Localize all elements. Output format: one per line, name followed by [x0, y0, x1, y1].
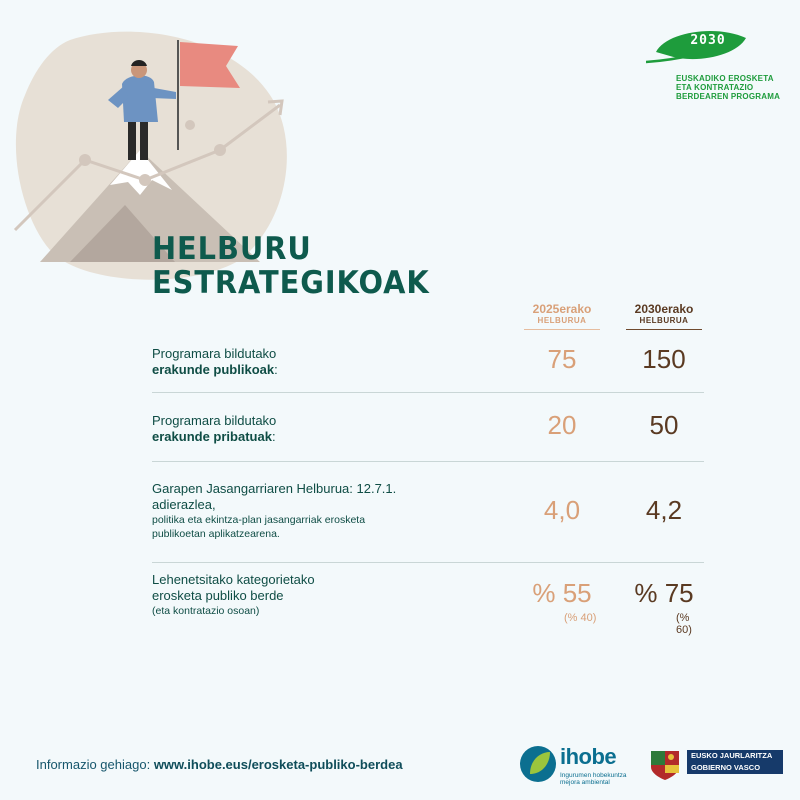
- value-2025: 75: [547, 344, 577, 374]
- table-row: [152, 481, 704, 551]
- basque-government-logo: [647, 747, 783, 781]
- logo-caption-line: BERDEAREN PROGRAMA: [676, 92, 781, 101]
- row-label-line: Lehenetsitako kategorietako: [152, 572, 315, 587]
- column-label: HELBURUA: [537, 316, 587, 325]
- ihobe-tagline: [560, 772, 640, 786]
- subvalue-2025: (% 40): [564, 612, 597, 624]
- climber-body: [122, 75, 158, 122]
- row-label-note: politika eta ekintza-plan jasangarriak erosketa: [152, 514, 366, 526]
- row-divider: [152, 461, 704, 462]
- footer-link[interactable]: www.ihobe.eus/erosketa-publiko-berdea: [153, 757, 403, 772]
- column-rule: [626, 329, 702, 330]
- row-label: [152, 346, 278, 378]
- column-year: 2030erako: [634, 302, 694, 316]
- trend-point: [79, 154, 91, 166]
- row-label-note: (eta kontratazio osoan): [152, 605, 260, 617]
- government-name-line: EUSKO JAURLARITZA: [691, 751, 773, 760]
- row-label-line: Programara bildutako: [152, 413, 277, 428]
- trend-point: [185, 120, 195, 130]
- footer-info: [36, 757, 403, 772]
- value-2025: 4,0: [543, 495, 581, 525]
- value-2030: 150: [642, 344, 686, 374]
- government-name-line: GOBIERNO VASCO: [691, 763, 761, 772]
- program-2030-logo: [646, 22, 781, 101]
- value-2025: 20: [547, 410, 577, 440]
- trend-point: [139, 174, 151, 186]
- row-label-line: adierazlea,: [152, 497, 216, 512]
- column-rule: [524, 329, 600, 330]
- value-2030: % 75: [634, 578, 694, 608]
- row-label: [152, 413, 276, 445]
- column-label: HELBURUA: [639, 316, 689, 325]
- row-divider: [152, 392, 704, 393]
- row-label-line: Garapen Jasangarriaren Helburua: 12.7.1.: [152, 481, 397, 496]
- ihobe-leaf-icon: [518, 744, 558, 784]
- trend-point: [214, 144, 226, 156]
- value-2030: 50: [649, 410, 679, 440]
- logo-year: 2030: [690, 33, 726, 48]
- title-line: ESTRATEGIKOAK: [152, 265, 430, 301]
- row-label-line: erosketa publiko berde: [152, 588, 284, 603]
- column-header-2030: [614, 302, 714, 330]
- climber-leg: [140, 118, 148, 160]
- row-label-bold: erakunde publikoak: [152, 362, 275, 377]
- climber-leg: [128, 118, 136, 160]
- row-label-line: [152, 429, 276, 445]
- table-row: [152, 346, 704, 386]
- row-divider: [152, 562, 704, 563]
- ihobe-tagline-line: mejora ambiental: [560, 779, 610, 786]
- ihobe-name: ihobe: [560, 744, 617, 769]
- row-label-suffix: :: [274, 362, 278, 377]
- column-year: 2025erako: [532, 302, 592, 316]
- row-label-note: publikoetan aplikatzearena.: [152, 528, 280, 540]
- logo-caption: [676, 74, 786, 101]
- ihobe-logo: [518, 744, 632, 788]
- logo-caption-line: ETA KONTRATAZIO: [676, 83, 754, 92]
- table-row: [152, 410, 704, 453]
- footer-prefix: Informazio gehiago:: [36, 757, 151, 772]
- value-2025: % 55: [532, 578, 592, 608]
- row-label: [152, 572, 315, 618]
- page-title: [152, 232, 430, 300]
- title-line: HELBURU: [152, 231, 312, 267]
- table-row: [152, 572, 704, 636]
- value-2030: 4,2: [645, 495, 683, 525]
- row-label-line: Programara bildutako: [152, 346, 277, 361]
- subvalue-2030: (% 60): [676, 612, 692, 636]
- coat-of-arms-icon: [647, 747, 683, 781]
- row-label-bold: erakunde pribatuak: [152, 429, 272, 444]
- ihobe-tagline-line: Ingurumen hobekuntza: [560, 772, 627, 779]
- government-name: [687, 750, 783, 774]
- logo-caption-line: EUSKADIKO EROSKETA: [676, 74, 774, 83]
- row-label-line: [152, 362, 278, 378]
- row-label: [152, 481, 492, 541]
- row-label-suffix: :: [271, 429, 276, 444]
- column-header-2025: [512, 302, 612, 330]
